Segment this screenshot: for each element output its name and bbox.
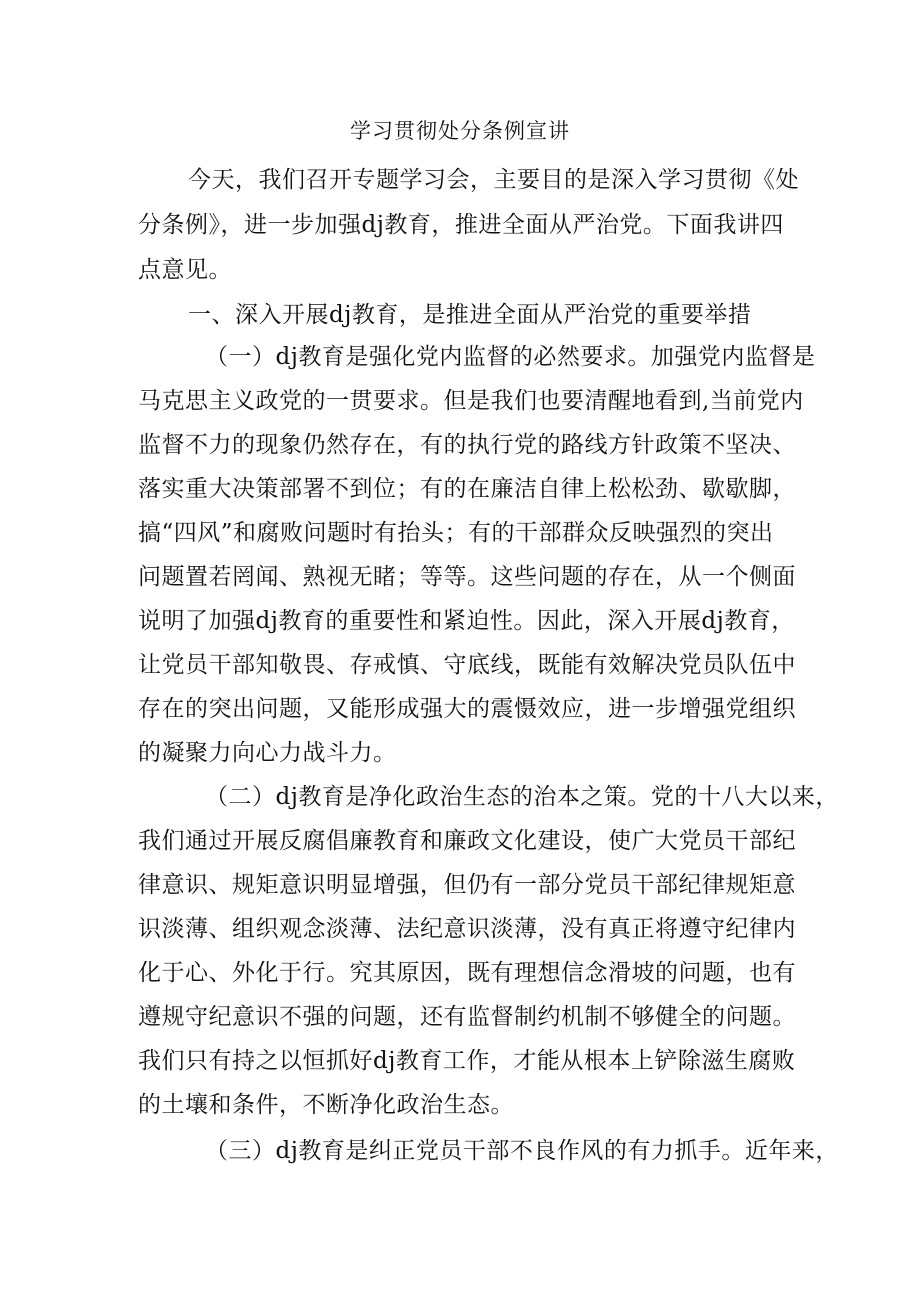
text-line — [0, 953, 920, 993]
text-line — [0, 909, 920, 949]
text-line — [0, 337, 920, 377]
text-line — [0, 1041, 920, 1081]
paragraph-text: 遵规守纪意识不强的问题，还有监督制约机制不够健全的问题。 — [138, 1004, 796, 1030]
text-line — [0, 821, 920, 861]
paragraph-text: 落实重大决策部署不到位；有的在廉洁自律上松松劲、歇歇脚， — [138, 476, 796, 502]
paragraph-text: （二）dj教育是净化政治生态的治本之策。党的十八大以来， — [205, 784, 839, 810]
document-title: 学习贯彻处分条例宣讲 — [350, 119, 570, 143]
paragraph-text: 让党员干部知敬畏、存戒慎、守底线，既能有效解决党员队伍中 — [138, 652, 796, 678]
text-line — [0, 777, 920, 817]
paragraph-text: 律意识、规矩意识明显增强，但仍有一部分党员干部纪律规矩意 — [138, 872, 796, 898]
text-line — [0, 1085, 920, 1125]
text-line — [0, 865, 920, 905]
text-line — [0, 557, 920, 597]
text-line — [0, 469, 920, 509]
text-line — [0, 250, 920, 290]
text-line — [0, 205, 920, 245]
text-line — [0, 381, 920, 421]
text-line — [0, 645, 920, 685]
paragraph-text: （一）dj教育是强化党内监督的必然要求。加强党内监督是 — [205, 344, 816, 370]
section-heading — [0, 295, 920, 335]
paragraph-text: 搞“四风”和腐败问题时有抬头；有的干部群众反映强烈的突出 — [138, 520, 774, 546]
text-line — [0, 425, 920, 465]
paragraph-text: 问题置若罔闻、熟视无睹；等等。这些问题的存在，从一个侧面 — [138, 564, 796, 590]
paragraph-text: 马克思主义政党的一贯要求。但是我们也要清醒地看到,当前党内 — [138, 388, 804, 414]
paragraph-text: 我们通过开展反腐倡廉教育和廉政文化建设，使广大党员干部纪 — [138, 828, 796, 854]
paragraph-text: （三）dj教育是纠正党员干部不良作风的有力抓手。近年来， — [205, 1138, 839, 1164]
paragraph-text: 说明了加强dj教育的重要性和紧迫性。因此，深入开展dj教育， — [138, 608, 795, 634]
text-line — [0, 513, 920, 553]
text-line — [0, 160, 920, 200]
paragraph-text: 分条例》，进一步加强dj教育，推进全面从严治党。下面我讲四 — [138, 212, 784, 238]
paragraph-text: 识淡薄、组织观念淡薄、法纪意识淡薄，没有真正将遵守纪律内 — [138, 916, 796, 942]
section-heading-text: 一、深入开展dj教育，是推进全面从严治党的重要举措 — [188, 302, 752, 328]
paragraph-text: 监督不力的现象仍然存在，有的执行党的路线方针政策不坚决、 — [138, 432, 796, 458]
text-line — [0, 689, 920, 729]
paragraph-text: 我们只有持之以恒抓好dj教育工作，才能从根本上铲除滋生腐败 — [138, 1048, 796, 1074]
text-line — [0, 997, 920, 1037]
paragraph-text: 今天，我们召开专题学习会，主要目的是深入学习贯彻《处 — [188, 167, 799, 193]
text-line — [0, 1131, 920, 1171]
text-line — [0, 601, 920, 641]
paragraph-text: 点意见。 — [138, 257, 232, 283]
paragraph-text: 化于心、外化于行。究其原因，既有理想信念滑坡的问题，也有 — [138, 960, 796, 986]
text-line — [0, 733, 920, 773]
paragraph-text: 存在的突出问题，又能形成强大的震慑效应，进一步增强党组织 — [138, 696, 796, 722]
paragraph-text: 的土壤和条件，不断净化政治生态。 — [138, 1092, 514, 1118]
paragraph-text: 的凝聚力向心力战斗力。 — [138, 740, 397, 766]
